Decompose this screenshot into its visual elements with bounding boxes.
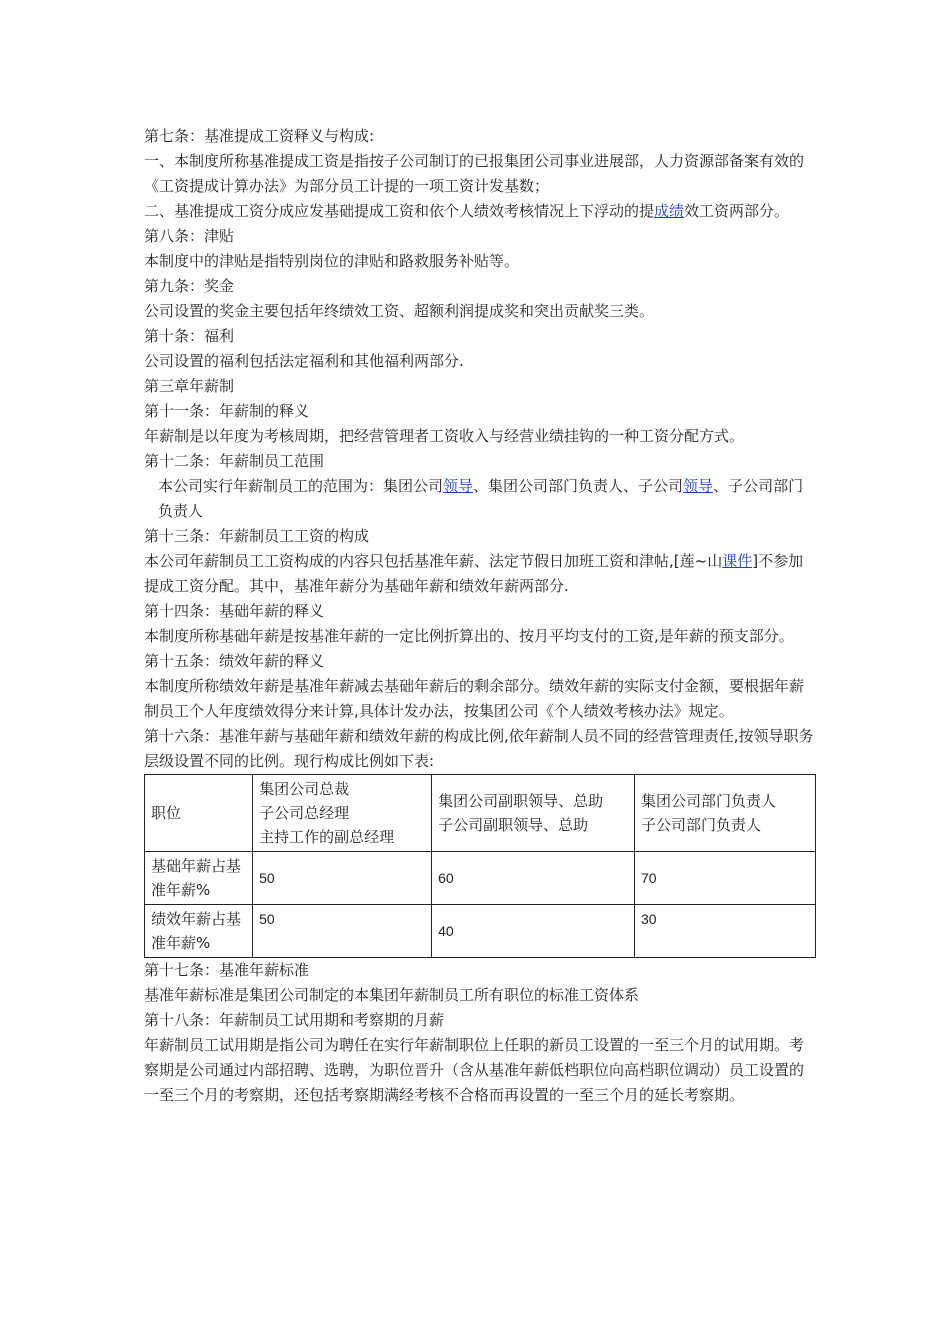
table-cell: 50 — [253, 852, 432, 905]
art11-text: 年薪制是以年度为考核周期，把经营管理者工资收入与经营业绩挂钩的一种工资分配方式。 — [144, 427, 745, 445]
art17-text: 基准年薪标准是集团公司制定的本集团年薪制员工所有职位的标准工资体系 — [144, 986, 640, 1004]
art10-text: 公司设置的福利包括法定福利和其他福利两部分. — [144, 352, 464, 370]
table-header-group1: 集团公司总裁 子公司总经理 主持工作的副总经理 — [253, 775, 432, 852]
salary-ratio-table — [144, 774, 816, 958]
art15-title: 第十五条：绩效年薪的释义 — [144, 652, 325, 670]
table-cell: 70 — [635, 852, 816, 905]
table-cell: 60 — [432, 852, 635, 905]
link-lingdao-2[interactable]: 领导 — [683, 477, 714, 495]
art8-text: 本制度中的津贴是指特别岗位的津贴和路救服务补贴等。 — [144, 252, 520, 270]
art15-text: 本制度所称绩效年薪是基准年薪减去基础年薪后的剩余部分。绩效年薪的实际支付金额，要根据年薪制员工个人年度绩效得分来计算,具体计发办法，按集团公司《个人绩效考核办法》规定。 — [144, 677, 805, 720]
art7-item2: 二、基准提成工资分成应发基础提成工资和依个人绩效考核情况上下浮动的提成绩效工资两部分。 — [144, 202, 790, 220]
art14-text: 本制度所称基础年薪是按基准年薪的一定比例折算出的、按月平均支付的工资,是年薪的预支部分。 — [144, 627, 794, 645]
table-cell: 50 — [253, 905, 432, 958]
table-row — [145, 852, 816, 905]
art18-text: 年薪制员工试用期是指公司为聘任在实行年薪制职位上任职的新员工设置的一至三个月的试用期。考察期是公司通过内部招聘、选聘，为职位晋升（含从基准年薪低档职位向高档职位调动）员工设置的一至三个月的考察期，还包括考察期满经考核不合格而再设置的一至三个月的延长考察期。 — [144, 1036, 805, 1104]
table-row-label: 基础年薪占基准年薪% — [145, 852, 253, 905]
art18-title: 第十八条：年薪制员工试用期和考察期的月薪 — [144, 1011, 445, 1029]
table-header-group2: 集团公司副职领导、总助 子公司副职领导、总助 — [432, 775, 635, 852]
art17-title: 第十七条：基准年薪标准 — [144, 961, 310, 979]
chapter3-title: 第三章年薪制 — [144, 377, 235, 395]
table-row-label: 绩效年薪占基准年薪% — [145, 905, 253, 958]
art9-title: 第九条：奖金 — [144, 277, 235, 295]
document-body — [144, 124, 814, 1108]
art10-title: 第十条：福利 — [144, 327, 235, 345]
art7-title: 第七条：基准提成工资释义与构成: — [144, 127, 375, 145]
art13-title: 第十三条：年薪制员工工资的构成 — [144, 527, 370, 545]
art16-text: 第十六条：基准年薪与基础年薪和绩效年薪的构成比例,依年薪制人员不同的经营管理责任,按领导职务层级设置不同的比例。现行构成比例如下表: — [144, 727, 814, 770]
table-header-row — [145, 775, 816, 852]
link-lingdao-1[interactable]: 领导 — [443, 477, 474, 495]
table-header-group3: 集团公司部门负责人 子公司部门负责人 — [635, 775, 816, 852]
art13-text: 本公司年薪制员工工资构成的内容只包括基准年薪、法定节假日加班工资和津帖,[莲~山课件]不参加提成工资分配。其中，基准年薪分为基础年薪和绩效年薪两部分. — [144, 552, 804, 595]
art9-text: 公司设置的奖金主要包括年终绩效工资、超额利润提成奖和突出贡献奖三类。 — [144, 302, 655, 320]
table-header-position: 职位 — [145, 775, 253, 852]
art14-title: 第十四条：基础年薪的释义 — [144, 602, 325, 620]
art11-title: 第十一条：年薪制的释义 — [144, 402, 310, 420]
link-kejian[interactable]: 课件 — [722, 552, 753, 570]
table-row — [145, 905, 816, 958]
art8-title: 第八条：津贴 — [144, 227, 235, 245]
art12-text: 本公司实行年薪制员工的范围为：集团公司领导、集团公司部门负责人、子公司领导、子公司部门负责人 — [158, 477, 804, 520]
art12-title: 第十二条：年薪制员工范围 — [144, 452, 325, 470]
link-chengji[interactable]: 成绩 — [654, 202, 685, 220]
table-cell: 30 — [635, 905, 816, 958]
art7-item1: 一、本制度所称基准提成工资是指按子公司制订的已报集团公司事业进展部，人力资源部备案有效的《工资提成计算办法》为部分员工计提的一项工资计发基数； — [144, 152, 805, 195]
table-cell: 40 — [432, 905, 635, 958]
